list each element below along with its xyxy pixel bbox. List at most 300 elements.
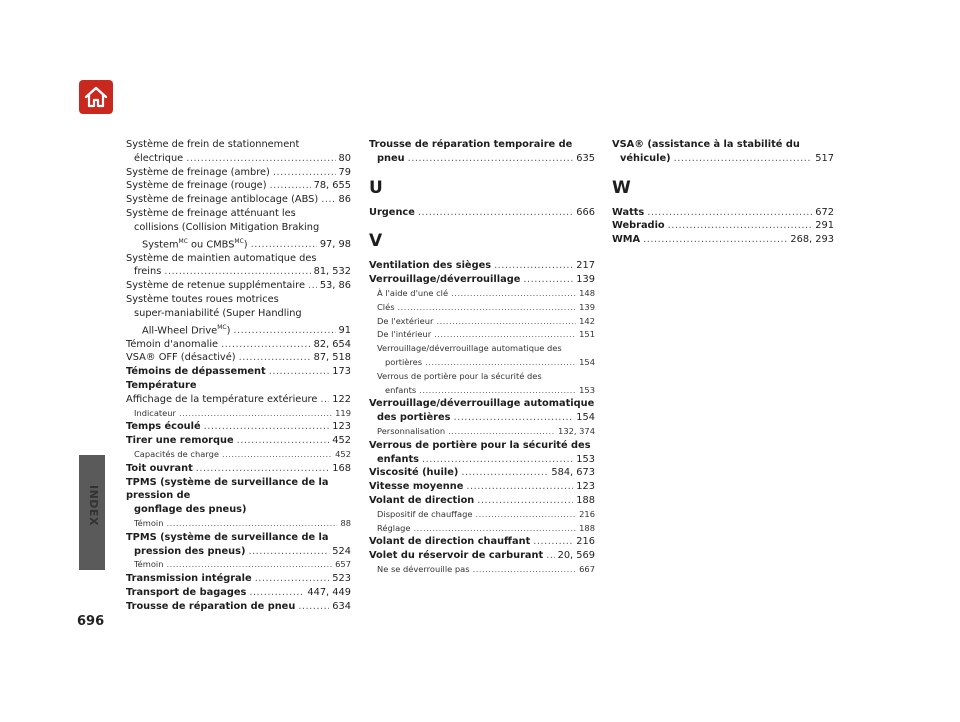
index-entry[interactable] — [369, 535, 595, 549]
entry-term — [385, 356, 422, 370]
index-entry[interactable] — [369, 342, 595, 370]
entry-term-text: électrique — [134, 152, 184, 164]
page-reference[interactable]: 667 — [579, 563, 595, 574]
entry-term — [377, 411, 450, 425]
index-entry[interactable] — [369, 287, 595, 301]
entry-term — [126, 420, 201, 434]
index-entry[interactable] — [126, 193, 351, 207]
entry-term — [126, 351, 236, 365]
entry-text-line: Système de maintien automatique des — [126, 252, 317, 264]
entry-term — [134, 558, 163, 572]
entry-term — [377, 328, 431, 342]
entry-term — [142, 235, 248, 252]
page-reference[interactable]: 635 — [576, 152, 595, 164]
entry-line — [126, 166, 351, 180]
entry-line — [126, 321, 351, 338]
index-entry[interactable] — [369, 522, 595, 536]
page-reference[interactable]: 81, 532 — [313, 266, 351, 278]
entry-term — [369, 494, 474, 508]
entry-term — [369, 549, 543, 563]
entry-term — [377, 152, 405, 166]
leader-dots — [533, 535, 573, 549]
leader-dots — [674, 152, 813, 166]
page-reference[interactable]: 91 — [338, 324, 351, 336]
entry-line — [126, 600, 351, 614]
entry-line — [612, 206, 834, 220]
entry-line — [126, 265, 351, 279]
entry-term-text: ) — [243, 238, 248, 250]
entry-term-text: Personnalisation — [377, 425, 446, 436]
page-reference[interactable]: 452 — [332, 435, 351, 447]
entry-line — [369, 206, 595, 220]
leader-dots — [233, 324, 335, 338]
entry-term — [126, 434, 234, 448]
entry-term-text: Clés — [377, 301, 395, 312]
leader-dots — [166, 517, 337, 531]
index-entry[interactable] — [369, 301, 595, 315]
page-reference[interactable]: 148 — [579, 287, 595, 298]
entry-line — [134, 517, 351, 531]
index-entry[interactable] — [369, 439, 595, 467]
page-reference[interactable]: 672 — [815, 206, 834, 218]
page-reference[interactable]: 154 — [579, 356, 595, 367]
leader-dots — [418, 206, 573, 220]
page-reference[interactable]: 188 — [576, 494, 595, 506]
index-column-2 — [369, 138, 595, 577]
entry-text-line: TPMS (système de surveillance de la — [126, 531, 329, 543]
entry-term — [377, 425, 445, 439]
index-column-1 — [126, 138, 351, 614]
leader-dots — [248, 545, 329, 559]
entry-line — [369, 466, 595, 480]
index-entry[interactable] — [126, 207, 351, 252]
entry-line — [126, 503, 351, 517]
leader-dots — [668, 219, 813, 233]
leader-dots — [273, 166, 336, 180]
leader-dots — [546, 549, 554, 563]
page-reference[interactable]: 119 — [335, 407, 351, 418]
entry-term — [126, 586, 246, 600]
entry-term-text: Toit ouvrant — [126, 462, 193, 474]
entry-text-line: Système de frein de stationnement — [126, 139, 300, 150]
entry-line — [126, 434, 351, 448]
leader-dots — [419, 384, 576, 398]
entry-term-text: gonflage des pneus) — [134, 504, 247, 516]
page-number: 696 — [77, 614, 105, 629]
trademark-sup: MC — [217, 323, 227, 331]
entry-term — [612, 219, 665, 233]
entry-term — [369, 480, 463, 494]
entry-term-text: Volant de direction chauffant — [369, 536, 531, 548]
leader-dots — [179, 407, 332, 421]
entry-text-line: collisions (Collision Mitigation Braking — [134, 221, 320, 233]
index-entry[interactable] — [126, 448, 351, 462]
entry-term-text: pression des pneus) — [134, 545, 246, 557]
entry-term — [134, 545, 245, 559]
entry-term-text: De l'intérieur — [377, 329, 432, 340]
entry-term-text: Volant de direction — [369, 494, 475, 506]
entry-term-text: Temps écoulé — [126, 421, 201, 433]
leader-dots — [164, 265, 310, 279]
entry-line — [126, 235, 351, 252]
entry-term-text: Affichage de la température extérieure — [126, 393, 318, 405]
entry-term-text: ou CMBS — [187, 238, 235, 250]
page-reference[interactable]: 86 — [338, 194, 351, 206]
entry-term — [142, 321, 230, 338]
leader-dots — [414, 522, 577, 536]
entry-term-text: Volet du réservoir de carburant — [369, 550, 544, 562]
entry-term — [134, 265, 161, 279]
leader-dots — [249, 586, 304, 600]
entry-term — [377, 453, 419, 467]
index-entry[interactable] — [126, 558, 351, 572]
entry-line — [377, 301, 595, 315]
page-reference[interactable]: 78, 655 — [313, 180, 351, 192]
entry-line — [369, 535, 595, 549]
entry-line — [369, 411, 595, 425]
leader-dots — [477, 494, 573, 508]
index-entry[interactable] — [369, 508, 595, 522]
index-entry[interactable] — [612, 219, 834, 233]
entry-text-line: Verrouillage/déverrouillage automatique — [369, 398, 595, 410]
entry-term-text: Watts — [612, 206, 645, 218]
leader-dots — [196, 462, 330, 476]
leader-dots — [222, 448, 332, 462]
index-entry[interactable] — [612, 233, 834, 247]
page-reference[interactable]: 584, 673 — [551, 467, 595, 479]
index-entry[interactable] — [369, 273, 595, 287]
entry-line — [126, 462, 351, 476]
entry-term — [134, 407, 176, 421]
entry-term-text: À l'aide d'une clé — [377, 287, 449, 298]
entry-text-line: Verrous de portière pour la sécurité des — [369, 439, 591, 451]
entry-term — [377, 522, 411, 536]
page-reference[interactable]: 88 — [340, 518, 351, 529]
entry-term-text: des portières — [377, 412, 451, 424]
entry-term — [369, 259, 491, 273]
index-entry[interactable] — [369, 563, 595, 577]
entry-term — [126, 572, 252, 586]
entry-term-text: Système de freinage (rouge) — [126, 180, 267, 192]
entry-term — [126, 338, 218, 352]
entry-text-line: Verrous de portière pour la sécurité des — [377, 370, 542, 381]
leader-dots — [237, 434, 330, 448]
entry-text-line: Verrouillage/déverrouillage automatique des — [377, 343, 562, 354]
entry-term-text: véhicule) — [620, 152, 671, 164]
page-reference[interactable]: 97, 98 — [319, 238, 351, 250]
entry-term-text: enfants — [377, 453, 419, 465]
leader-dots — [251, 238, 317, 252]
index-entry[interactable] — [369, 328, 595, 342]
index-entry[interactable] — [126, 462, 351, 476]
entry-term-text: Réglage — [377, 522, 411, 533]
page-reference[interactable]: 217 — [576, 260, 595, 272]
entry-term — [134, 517, 163, 531]
index-entry[interactable] — [126, 379, 351, 393]
page-reference[interactable]: 87, 518 — [313, 352, 351, 364]
entry-line — [126, 338, 351, 352]
index-entry[interactable] — [369, 206, 595, 220]
entry-term-text: Système de freinage antiblocage (ABS) — [126, 194, 319, 206]
entry-term-text: portières — [385, 356, 423, 367]
page-reference[interactable]: 142 — [579, 315, 595, 326]
leader-dots — [204, 420, 330, 434]
index-entry[interactable] — [369, 425, 595, 439]
entry-term — [126, 393, 317, 407]
page-reference[interactable]: 139 — [579, 301, 595, 312]
entry-term-text: Vitesse moyenne — [369, 481, 464, 493]
entry-line — [377, 563, 595, 577]
index-entry[interactable] — [126, 517, 351, 531]
index-entry[interactable] — [126, 279, 351, 293]
entry-term-text: Témoin — [134, 559, 164, 570]
leader-dots — [408, 152, 574, 166]
entry-term-text: Urgence — [369, 206, 415, 218]
index-entry[interactable] — [126, 572, 351, 586]
index-entry[interactable] — [612, 206, 834, 220]
index-entry[interactable] — [612, 138, 834, 166]
page-reference[interactable]: 123 — [576, 481, 595, 493]
leader-dots — [523, 273, 573, 287]
index-entry[interactable] — [126, 252, 351, 280]
entry-line — [134, 448, 351, 462]
entry-term-text: Trousse de réparation de pneu — [126, 600, 296, 612]
entry-term-text: Système de freinage (ambre) — [126, 166, 270, 178]
index-entry[interactable] — [126, 179, 351, 193]
entry-term-text: Viscosité (huile) — [369, 467, 459, 479]
entry-term-text: System — [142, 238, 179, 250]
entry-line — [612, 152, 834, 166]
index-entry[interactable] — [126, 407, 351, 421]
entry-term-text: Témoin — [134, 518, 164, 529]
entry-line — [126, 572, 351, 586]
entry-line — [377, 508, 595, 522]
page-reference[interactable]: 168 — [332, 462, 351, 474]
entry-text-line: Système de freinage atténuant les — [126, 207, 296, 219]
section-letter: U — [369, 177, 383, 198]
entry-term-text: Indicateur — [134, 407, 176, 418]
entry-term — [377, 301, 395, 315]
page-reference[interactable]: 173 — [332, 366, 351, 378]
entry-line — [369, 453, 595, 467]
entry-line — [377, 315, 595, 329]
entry-term-text: ) — [226, 324, 231, 336]
entry-term — [134, 503, 246, 517]
entry-term-text: WMA — [612, 234, 641, 246]
entry-line — [126, 420, 351, 434]
entry-term — [377, 563, 470, 577]
leader-dots — [647, 206, 812, 220]
page-reference[interactable]: 153 — [579, 384, 595, 395]
entry-line — [126, 351, 351, 365]
entry-line — [377, 328, 595, 342]
entry-term-text: Capacités de charge — [134, 449, 219, 460]
entry-line — [126, 193, 351, 207]
index-entry[interactable] — [369, 494, 595, 508]
entry-text-line: Trousse de réparation temporaire de — [369, 139, 573, 150]
leader-dots — [239, 351, 311, 365]
page-reference[interactable]: 216 — [576, 536, 595, 548]
page-reference[interactable]: 153 — [576, 453, 595, 465]
page-reference[interactable]: 154 — [576, 412, 595, 424]
entry-term — [126, 600, 295, 614]
index-entry[interactable] — [369, 370, 595, 398]
leader-dots — [466, 480, 573, 494]
index-entry[interactable] — [126, 365, 351, 379]
entry-term — [612, 206, 644, 220]
page-reference[interactable]: 80 — [338, 152, 351, 164]
index-entry[interactable] — [126, 586, 351, 600]
index-entry[interactable] — [126, 393, 351, 407]
page-reference[interactable]: 452 — [335, 449, 351, 460]
entry-term-text: Tirer une remorque — [126, 435, 234, 447]
entry-text-line: TPMS (système de surveillance de la pression de — [126, 476, 329, 502]
leader-dots — [298, 600, 329, 614]
leader-dots — [448, 425, 555, 439]
entry-term-text: Ne se déverrouille pas — [377, 563, 470, 574]
entry-line — [126, 179, 351, 193]
entry-text-line: VSA® (assistance à la stabilité du — [612, 139, 800, 150]
entry-line — [126, 586, 351, 600]
entry-term — [134, 448, 219, 462]
leader-dots — [436, 315, 576, 329]
entry-term-text: Transmission intégrale — [126, 573, 252, 585]
page-reference[interactable]: 524 — [332, 545, 351, 557]
entry-term — [126, 462, 193, 476]
index-entry[interactable] — [369, 480, 595, 494]
page-reference[interactable]: 517 — [815, 152, 834, 164]
index-entry[interactable] — [126, 600, 351, 614]
entry-term — [126, 166, 270, 180]
entry-line — [377, 287, 595, 301]
page-reference[interactable]: 20, 569 — [557, 550, 595, 562]
index-entry[interactable] — [126, 351, 351, 365]
entry-term — [620, 152, 671, 166]
entry-line — [377, 522, 595, 536]
entry-line — [369, 549, 595, 563]
leader-dots — [461, 466, 548, 480]
leader-dots — [186, 152, 335, 166]
leader-dots — [221, 338, 311, 352]
entry-line — [612, 233, 834, 247]
page-reference[interactable]: 216 — [579, 508, 595, 519]
entry-term-text: Ventilation des sièges — [369, 260, 492, 272]
leader-dots — [453, 411, 573, 425]
leader-dots — [494, 259, 573, 273]
entry-line — [126, 393, 351, 407]
entry-term — [134, 152, 183, 166]
index-entry[interactable] — [126, 138, 351, 166]
page-reference[interactable]: 634 — [332, 600, 351, 612]
entry-term-text: Dispositif de chauffage — [377, 508, 473, 519]
entry-term-text: VSA® OFF (désactivé) — [126, 352, 236, 364]
page-reference[interactable]: 447, 449 — [307, 587, 351, 599]
page-reference[interactable]: 132, 374 — [558, 425, 595, 436]
trademark-sup: MC — [234, 237, 244, 245]
leader-dots — [398, 301, 577, 315]
index-entry[interactable] — [126, 434, 351, 448]
entry-text-line: Système toutes roues motrices — [126, 294, 279, 306]
page-reference[interactable]: 151 — [579, 329, 595, 340]
page-reference[interactable]: 139 — [576, 274, 595, 286]
leader-dots — [308, 279, 317, 293]
page-reference[interactable]: 53, 86 — [319, 280, 351, 292]
index-entry[interactable] — [126, 338, 351, 352]
index-entry[interactable] — [369, 138, 595, 166]
leader-dots — [473, 563, 577, 577]
entry-term — [377, 287, 448, 301]
entry-term — [385, 384, 416, 398]
index-entry[interactable] — [369, 549, 595, 563]
index-entry[interactable] — [126, 476, 351, 517]
index-entry[interactable] — [126, 420, 351, 434]
entry-term — [126, 279, 305, 293]
index-entry[interactable] — [126, 293, 351, 338]
entry-term — [377, 508, 472, 522]
leader-dots — [166, 558, 332, 572]
entry-term-text: pneu — [377, 152, 405, 164]
page-reference[interactable]: 523 — [332, 573, 351, 585]
leader-dots — [320, 393, 329, 407]
entry-line — [134, 558, 351, 572]
entry-line — [126, 279, 351, 293]
page-reference[interactable]: 657 — [335, 559, 351, 570]
trademark-sup: MC — [178, 237, 188, 245]
entry-text-line: super-maniabilité (Super Handling — [134, 307, 302, 319]
index-entry[interactable] — [126, 166, 351, 180]
entry-term-text: De l'extérieur — [377, 315, 434, 326]
page-reference[interactable]: 122 — [332, 393, 351, 405]
entry-line — [369, 480, 595, 494]
index-entry[interactable] — [369, 466, 595, 480]
entry-term — [126, 193, 318, 207]
leader-dots — [422, 453, 573, 467]
page-reference[interactable]: 82, 654 — [313, 338, 351, 350]
entry-term — [369, 273, 520, 287]
entry-term-text: enfants — [385, 384, 417, 395]
entry-term — [369, 466, 458, 480]
section-letter: W — [612, 177, 631, 198]
page-reference[interactable]: 666 — [576, 206, 595, 218]
entry-term — [612, 233, 640, 247]
index-entry[interactable] — [126, 531, 351, 559]
index-entry[interactable] — [369, 259, 595, 273]
home-icon — [82, 83, 110, 111]
page-reference[interactable]: 291 — [815, 220, 834, 232]
entry-line — [126, 545, 351, 559]
index-entry[interactable] — [369, 315, 595, 329]
entry-term-text: Webradio — [612, 220, 665, 232]
index-entry[interactable] — [369, 397, 595, 425]
leader-dots — [425, 356, 576, 370]
entry-line — [369, 259, 595, 273]
page-reference[interactable]: 188 — [579, 522, 595, 533]
entry-line — [369, 273, 595, 287]
entry-term-text: Témoin d'anomalie — [126, 338, 219, 350]
entry-term-text: Témoins de dépassement — [126, 366, 266, 378]
home-button[interactable] — [79, 80, 113, 114]
page-reference[interactable]: 123 — [332, 421, 351, 433]
page-reference[interactable]: 268, 293 — [790, 234, 834, 246]
entry-term-text: Transport de bagages — [126, 587, 247, 599]
side-label: INDEX — [87, 485, 100, 526]
entry-line — [612, 219, 834, 233]
entry-heading: Température — [126, 380, 197, 392]
entry-term-text: Verrouillage/déverrouillage — [369, 274, 521, 286]
page-reference[interactable]: 79 — [338, 166, 351, 178]
entry-line — [126, 152, 351, 166]
leader-dots — [255, 572, 330, 586]
